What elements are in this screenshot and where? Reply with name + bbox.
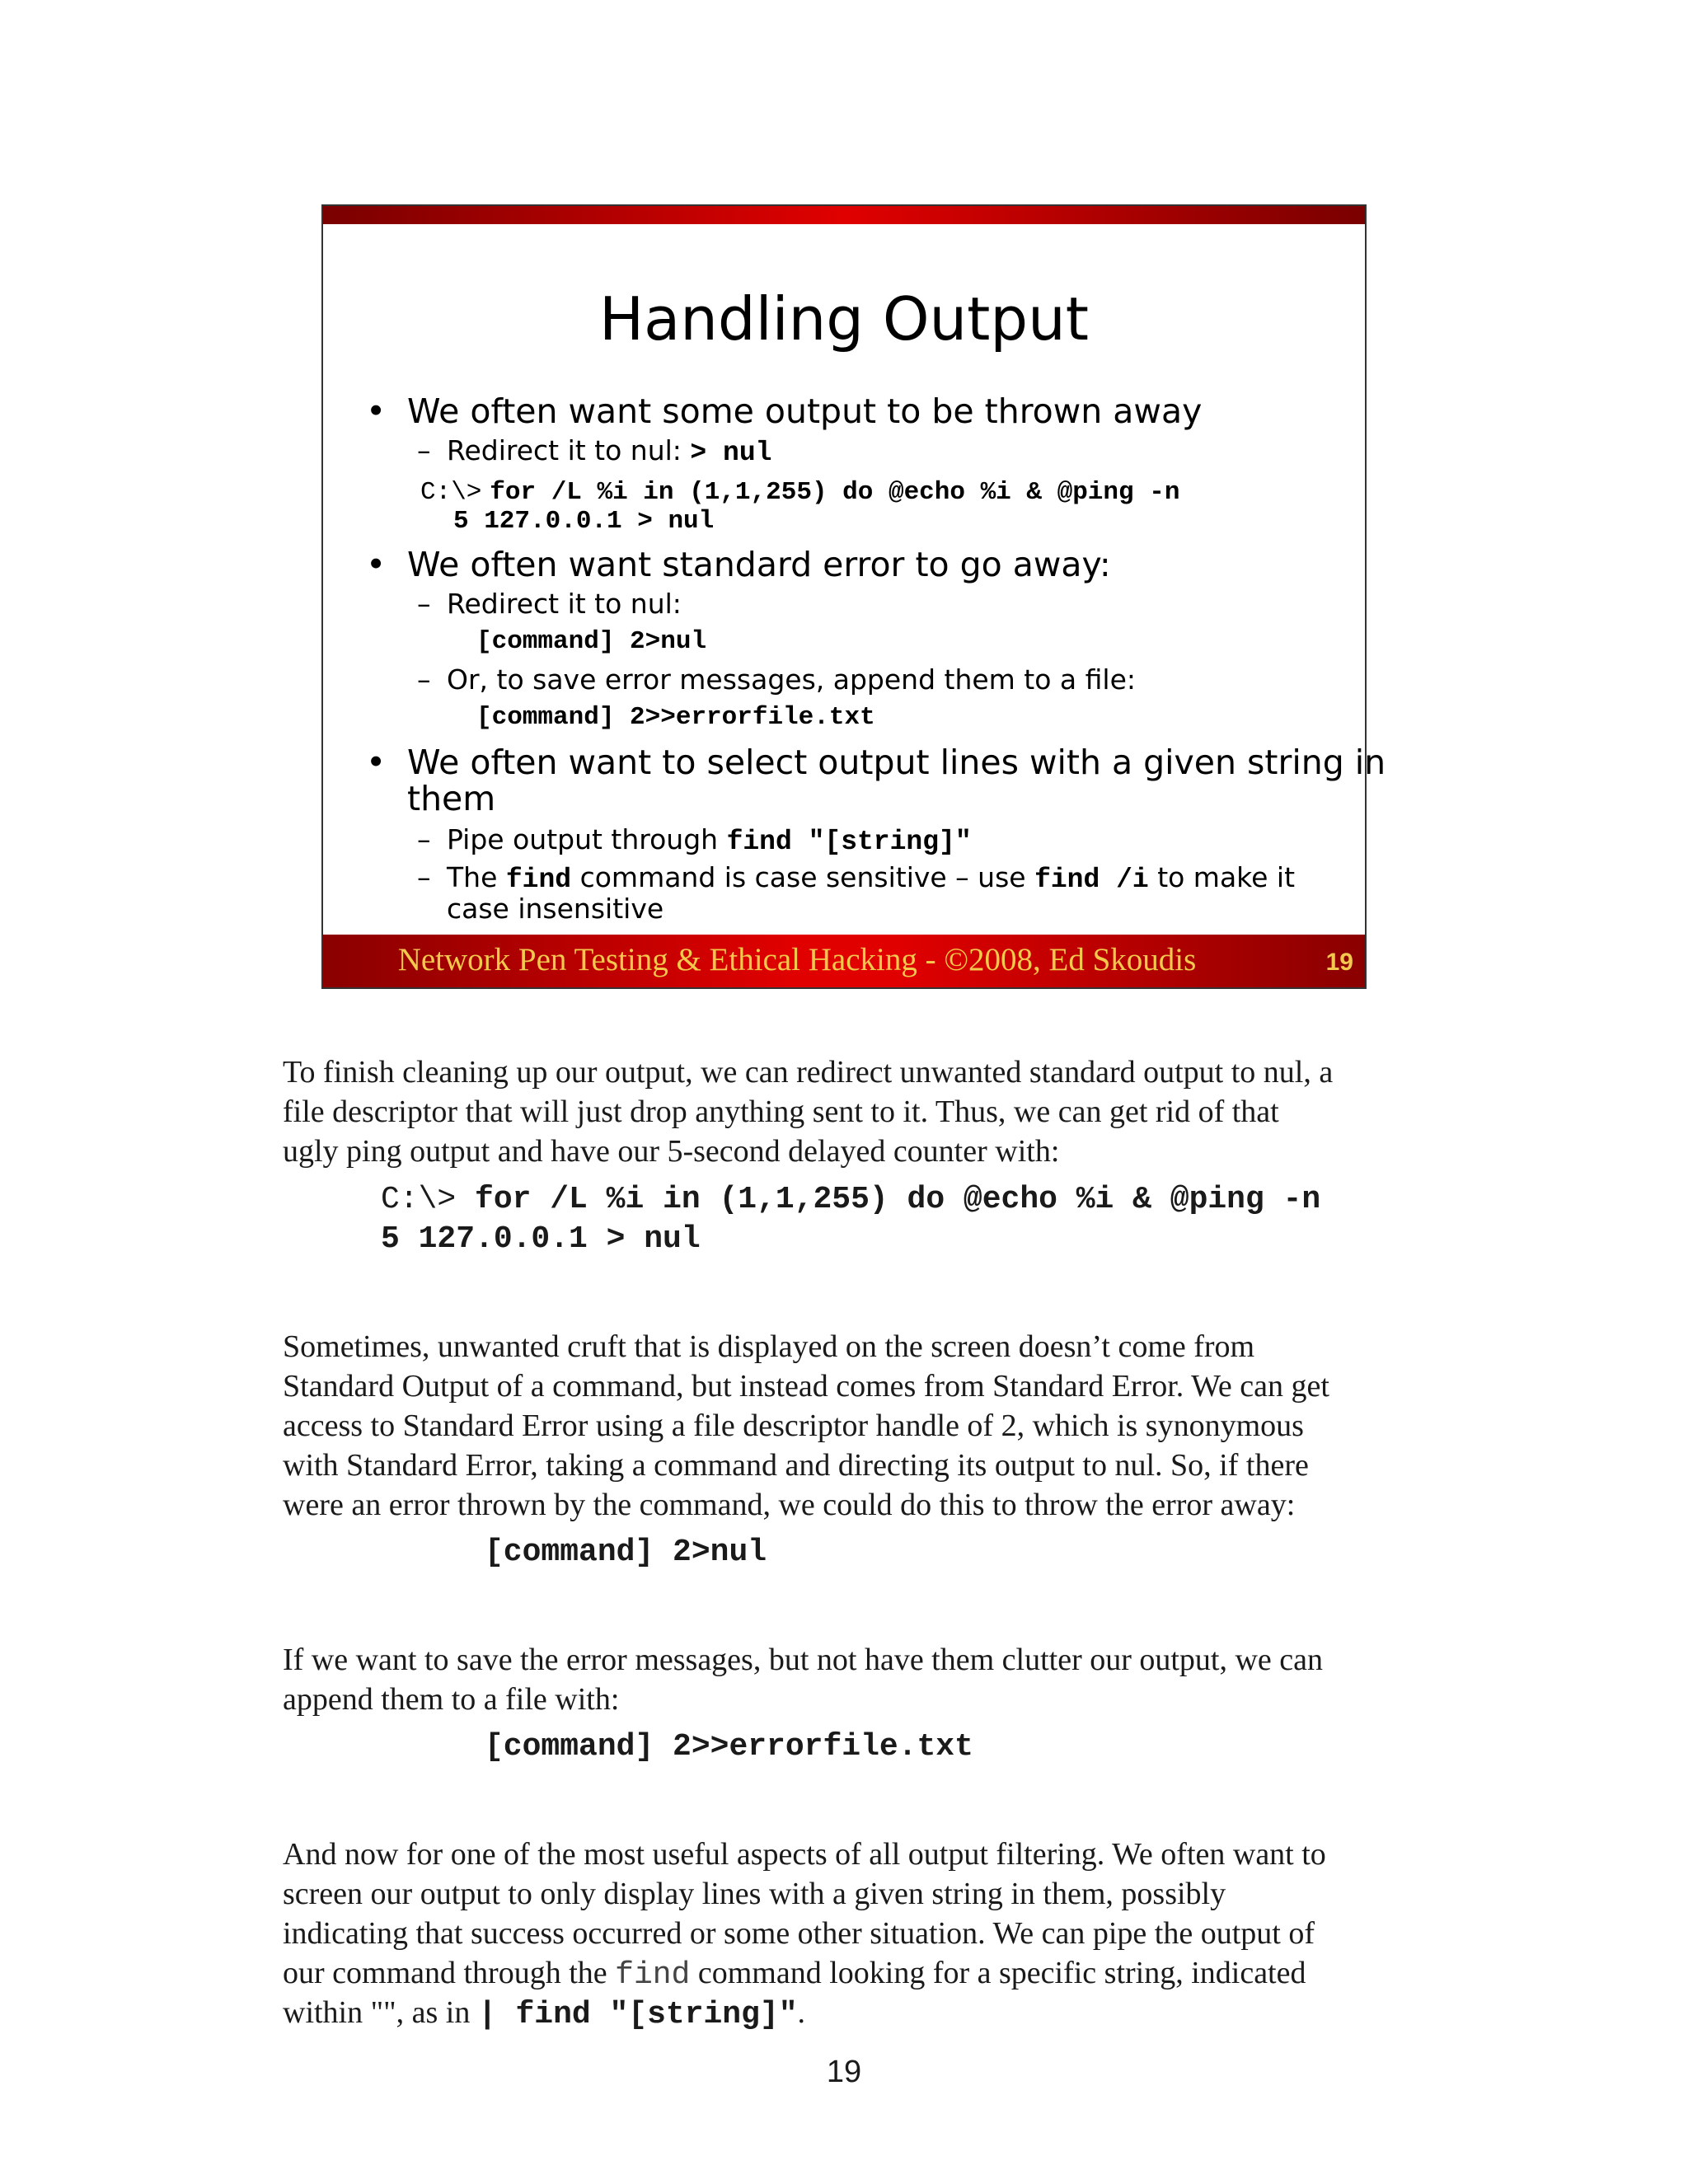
slide-sub-code: [command] 2>nul bbox=[476, 627, 707, 656]
paragraph-2-line-5: were an error thrown by the command, we could do this to throw the error away: bbox=[283, 1488, 1296, 1522]
slide-sub-text: command is case sensitive – use bbox=[571, 861, 1035, 893]
slide-footer bbox=[323, 935, 1365, 987]
inline-code: find bbox=[615, 1957, 691, 1993]
paragraph-4-line-3: indicating that success occurred or some other situation. We can pipe the output of bbox=[283, 1916, 1315, 1951]
slide-bullet-3-text-2: them bbox=[407, 779, 496, 818]
paragraph-4-line-5 bbox=[283, 1993, 805, 2035]
paragraph-text: our command through the bbox=[283, 1956, 616, 1990]
dash-icon: – bbox=[417, 663, 431, 696]
paragraph-2-line-1: Sometimes, unwanted cruft that is displayed on the screen doesn’t come from bbox=[283, 1329, 1255, 1364]
slide bbox=[321, 204, 1386, 989]
command-prompt: C:\> bbox=[381, 1182, 457, 1217]
slide-bullet-1-text: We often want some output to be thrown away bbox=[407, 391, 1203, 431]
paragraph-1-line-2: file descriptor that will just drop anything sent to it. Thus, we can get rid of that bbox=[283, 1094, 1279, 1129]
dash-icon: – bbox=[417, 861, 431, 893]
slide-command-prompt: C:\> bbox=[420, 478, 482, 507]
code-block-2: [command] 2>nul bbox=[485, 1535, 767, 1570]
paragraph-2-line-2: Standard Output of a command, but instead comes from Standard Error. We can get bbox=[283, 1369, 1329, 1404]
slide-sub-code: find bbox=[505, 865, 572, 895]
slide-sub-code: > nul bbox=[690, 438, 772, 468]
slide-sub-code: [command] 2>>errorfile.txt bbox=[476, 703, 875, 732]
slide-title: Handling Output bbox=[599, 284, 1089, 354]
slide-sub-text: Redirect it to nul: bbox=[447, 434, 691, 466]
paragraph-3-line-2: append them to a file with: bbox=[283, 1682, 620, 1717]
paragraph-text: . bbox=[797, 1995, 806, 2030]
paragraph-1-line-1: To finish cleaning up our output, we can redirect unwanted standard output to nul, a bbox=[283, 1055, 1334, 1090]
slide-footer-text: Network Pen Testing & Ethical Hacking - ©2008, Ed Skoudis bbox=[397, 942, 1197, 977]
slide-sub-text: case insensitive bbox=[447, 893, 664, 925]
command-text: for /L %i in (1,1,255) do @echo %i & @ping -n bbox=[475, 1182, 1321, 1217]
paragraph-2-line-3: access to Standard Error using a file descriptor handle of 2, which is synonymous bbox=[283, 1408, 1304, 1443]
paragraph-2-line-4: with Standard Error, taking a command and directing its output to nul. So, if there bbox=[283, 1448, 1309, 1483]
slide-sub-text: Redirect it to nul: bbox=[447, 588, 682, 620]
slide-command-line-1 bbox=[420, 475, 1179, 509]
bullet-dot-icon: • bbox=[366, 743, 387, 782]
slide-sub-code: find /i bbox=[1034, 865, 1149, 895]
slide-bullet-2-text: We often want standard error to go away: bbox=[407, 545, 1111, 584]
dash-icon: – bbox=[417, 823, 431, 855]
slide-sub-text: Or, to save error messages, append them to a file: bbox=[447, 663, 1137, 696]
paragraph-4-line-2: screen our output to only display lines with a given string in them, possibly bbox=[283, 1877, 1226, 1911]
slide-sub-text: Pipe output through bbox=[447, 823, 727, 855]
slide-command-line-2: 5 127.0.0.1 > nul bbox=[453, 507, 715, 536]
paragraph-text: within "", as in bbox=[283, 1995, 478, 2030]
slide-sub-code: find "[string]" bbox=[726, 827, 972, 857]
slide-sub-text: to make it bbox=[1148, 861, 1296, 893]
paragraph-text: command looking for a specific string, indicated bbox=[690, 1956, 1306, 1990]
page-number: 19 bbox=[826, 2055, 862, 2089]
slide-sub-text: The bbox=[447, 861, 506, 893]
dash-icon: – bbox=[417, 588, 431, 620]
inline-code: | find "[string]" bbox=[477, 1997, 798, 2032]
slide-command-text: for /L %i in (1,1,255) do @echo %i & @ping -n bbox=[490, 478, 1180, 507]
code-block-3: [command] 2>>errorfile.txt bbox=[485, 1729, 973, 1765]
bullet-dot-icon: • bbox=[366, 545, 387, 584]
paragraph-1-line-3: ugly ping output and have our 5-second delayed counter with: bbox=[283, 1134, 1060, 1169]
dash-icon: – bbox=[417, 434, 431, 466]
paragraph-4-line-4 bbox=[283, 1953, 1306, 1995]
paragraph-4-line-1: And now for one of the most useful aspects of all output filtering. We often want to bbox=[283, 1837, 1326, 1872]
paragraph-3-line-1: If we want to save the error messages, but not have them clutter our output, we can bbox=[283, 1643, 1324, 1677]
code-block-1-line-2: 5 127.0.0.1 > nul bbox=[381, 1221, 701, 1257]
bullet-dot-icon: • bbox=[366, 391, 387, 431]
slide-top-bar bbox=[323, 206, 1365, 224]
slide-bullet-3-text: We often want to select output lines with a given string in bbox=[407, 743, 1386, 782]
code-block-1-line-1 bbox=[381, 1180, 1320, 1220]
slide-number: 19 bbox=[1325, 949, 1353, 976]
